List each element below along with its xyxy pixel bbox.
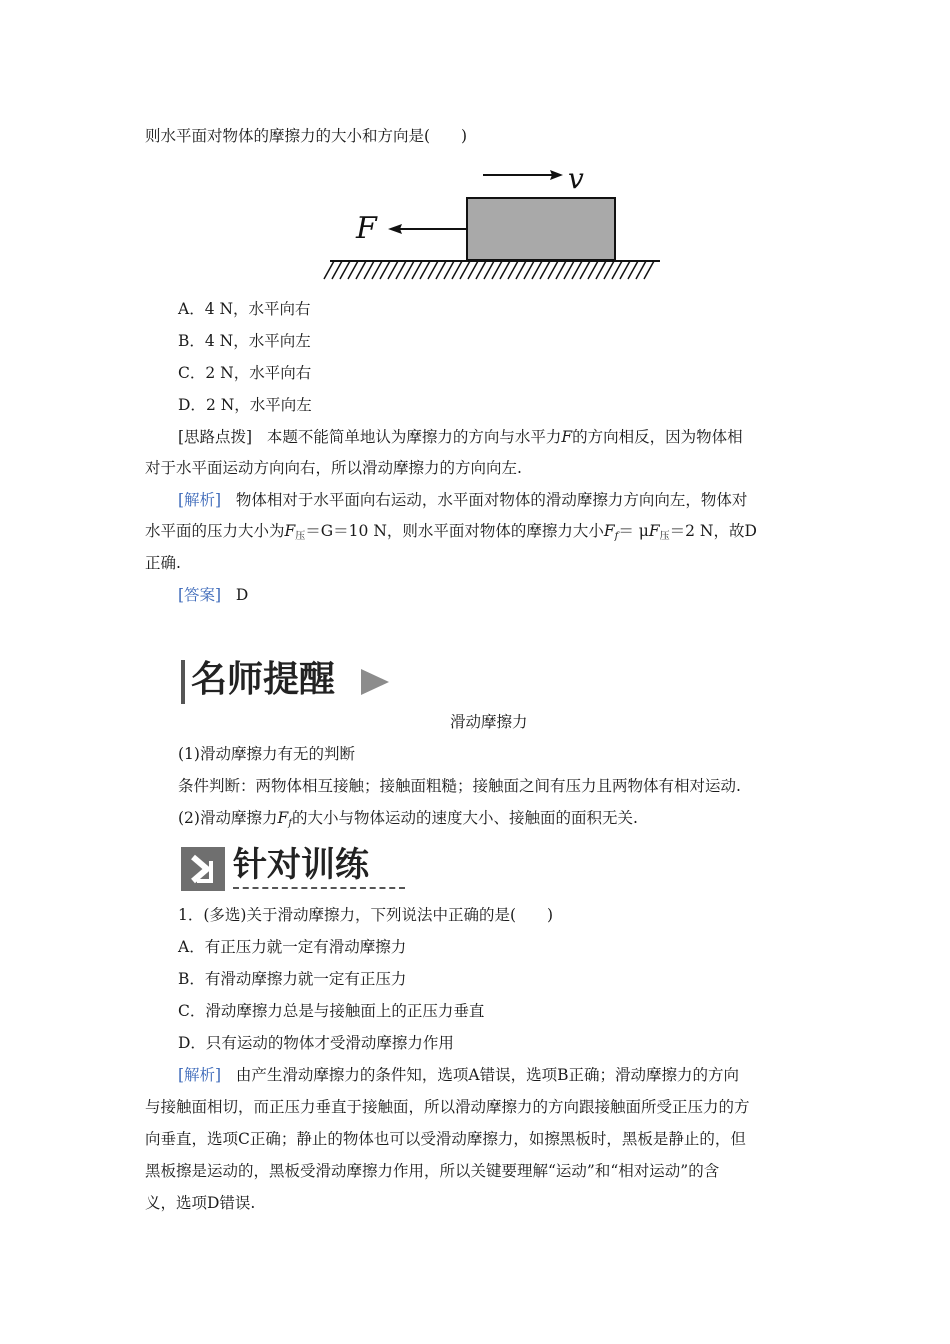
q1-option-b: B．有滑动摩擦力就一定有正压力 xyxy=(178,970,407,988)
hint-line-2: 对于水平面运动方向向右，所以滑动摩擦力的方向向左. xyxy=(145,459,522,477)
q1-option-c: C．滑动摩擦力总是与接触面上的正压力垂直 xyxy=(178,1002,485,1020)
answer-tag: [答案] xyxy=(178,586,222,604)
play-triangle-icon xyxy=(359,667,391,697)
ground xyxy=(324,261,660,279)
header-dash-underline xyxy=(233,887,405,889)
q1-option-d: D．只有运动的物体才受滑动摩擦力作用 xyxy=(178,1034,454,1052)
q1-analysis-line-4: 黑板擦是运动的，黑板受滑动摩擦力作用，所以关键要理解“运动”和“相对运动”的含 xyxy=(145,1162,720,1180)
q1-option-a: A．有正压力就一定有滑动摩擦力 xyxy=(178,938,407,956)
teacher-p1: (1)滑动摩擦力有无的判断 xyxy=(178,745,355,763)
question-stem: 则水平面对物体的摩擦力的大小和方向是( ) xyxy=(145,127,468,145)
hint-tag: [思路点拨] xyxy=(178,428,253,446)
force-label: F xyxy=(356,211,377,246)
analysis-line-2: 水平面的压力大小为F压＝G＝10 N，则水平面对物体的摩擦力大小Ff＝ μF压＝2 N，故D xyxy=(145,522,757,542)
velocity-label: v xyxy=(568,162,584,195)
q1-analysis-line-3: 向垂直，选项C正确；静止的物体也可以受滑动摩擦力，如擦黑板时，黑板是静止的，但 xyxy=(145,1130,746,1148)
answer-value: D xyxy=(235,586,249,604)
option-b: B．4 N，水平向左 xyxy=(178,332,311,350)
q1-analysis-line-1: [解析] 由产生滑动摩擦力的条件知，选项A错误，选项B正确；滑动摩擦力的方向 xyxy=(178,1066,739,1084)
arrow-corner-icon xyxy=(181,847,225,891)
training-header xyxy=(181,845,411,893)
teacher-tips-header xyxy=(181,656,401,706)
teacher-tips-title: 名师提醒 xyxy=(191,659,336,700)
force-arrow xyxy=(388,224,467,234)
analysis-tag: [解析] xyxy=(178,491,222,509)
block xyxy=(467,198,615,260)
section-title: 滑动摩擦力 xyxy=(450,713,528,731)
teacher-p2: 条件判断：两物体相互接触；接触面粗糙；接触面之间有压力且两物体有相对运动. xyxy=(178,777,741,795)
training-title: 针对训练 xyxy=(233,845,369,885)
q1-stem: 1．(多选)关于滑动摩擦力，下列说法中正确的是( ) xyxy=(178,906,554,924)
answer-line xyxy=(178,585,248,605)
teacher-p3: (2)滑动摩擦力Ff的大小与物体运动的速度大小、接触面的面积无关. xyxy=(178,809,638,829)
header-bar xyxy=(181,660,185,704)
hint-line-1: [思路点拨] 本题不能简单地认为摩擦力的方向与水平力F的方向相反，因为物体相 xyxy=(178,428,743,446)
block-diagram xyxy=(320,160,665,285)
option-c: C．2 N，水平向右 xyxy=(178,364,312,382)
option-a: A．4 N，水平向右 xyxy=(178,300,311,318)
analysis-line-3: 正确. xyxy=(145,554,181,572)
analysis-line-1: [解析] 物体相对于水平面向右运动，水平面对物体的滑动摩擦力方向向左，物体对 xyxy=(178,491,748,509)
q1-analysis-line-5: 义，选项D错误. xyxy=(145,1194,256,1212)
velocity-arrow xyxy=(483,170,563,180)
q1-analysis-tag: [解析] xyxy=(178,1066,222,1084)
option-d: D．2 N，水平向左 xyxy=(178,396,312,414)
q1-analysis-line-2: 与接触面相切，而正压力垂直于接触面，所以滑动摩擦力的方向跟接触面所受正压力的方 xyxy=(145,1098,750,1116)
